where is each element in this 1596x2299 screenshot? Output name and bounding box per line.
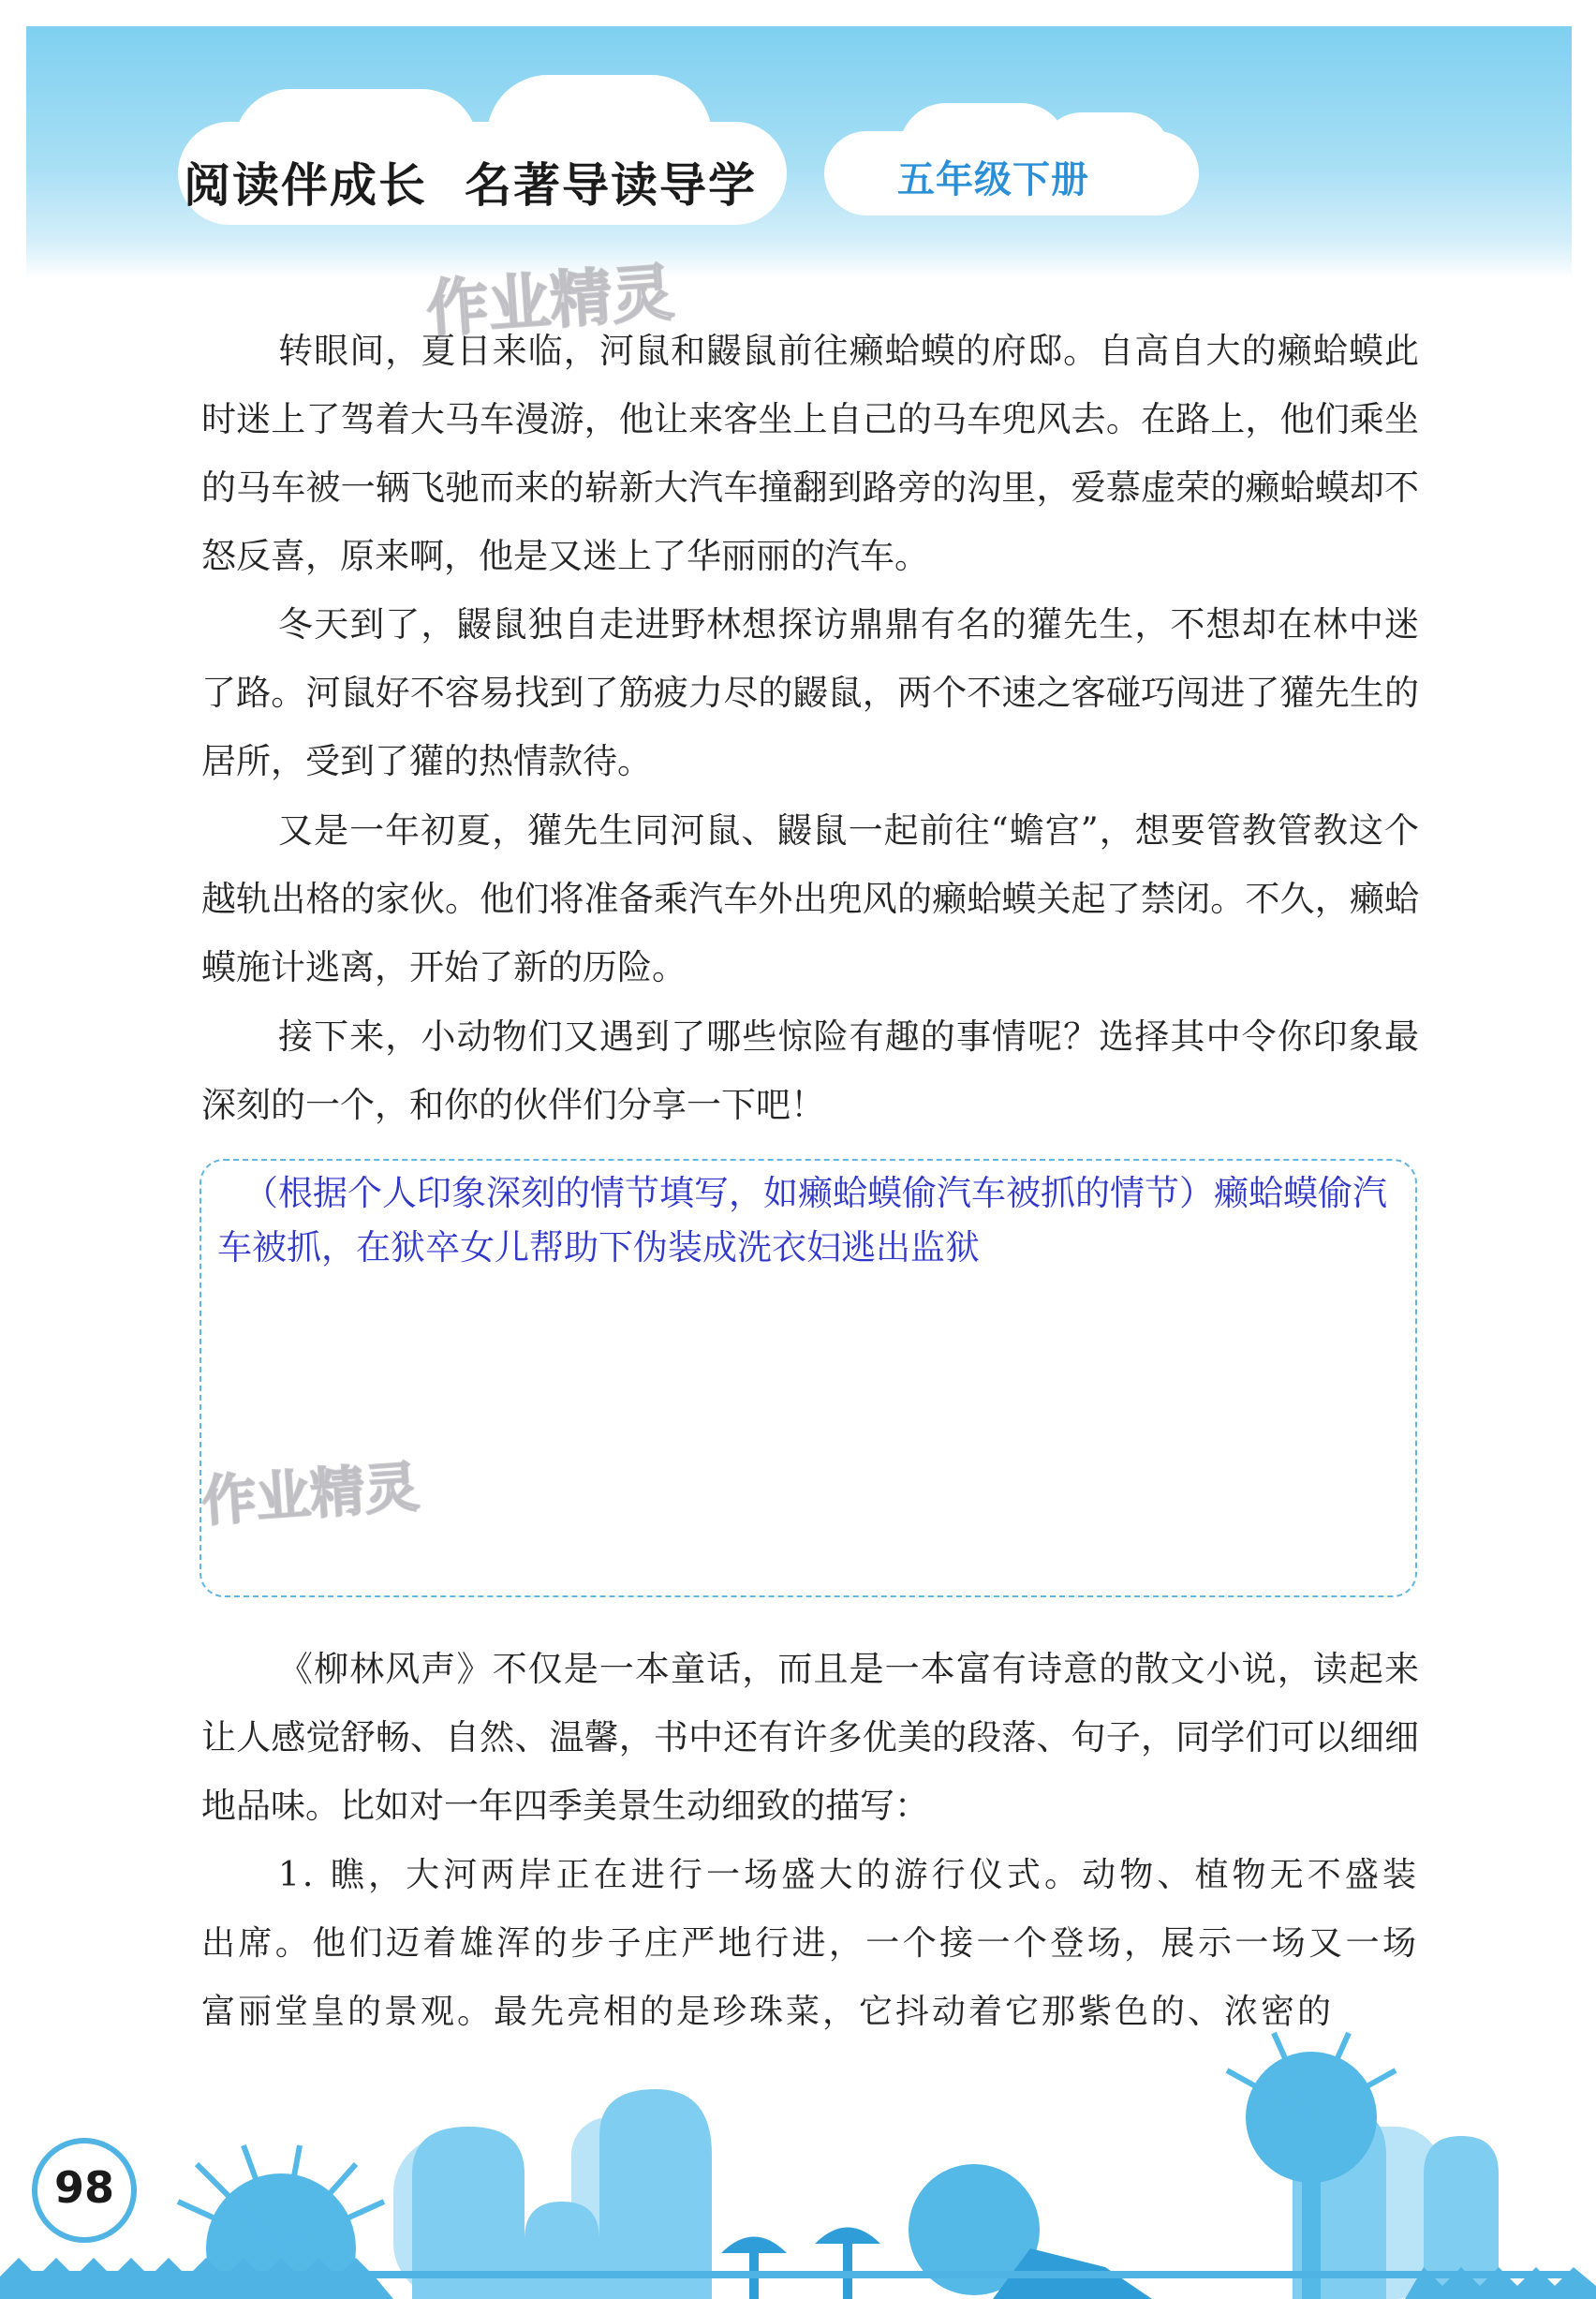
series-title-part-a: 阅读伴成长 [184, 158, 427, 213]
footer-umbrella [721, 2237, 787, 2254]
series-title-part-b: 名著导读导学 [465, 158, 757, 213]
paragraph-summer: 转眼间，夏日来临，河鼠和鼹鼠前往癞蛤蟆的府邸。自高自大的癞蛤蟆此时迷上了驾着大马车漫游，他让来客坐上自己的马车兜风去。在路上，他们乘坐的马车被一辆飞驰而来的崭新大汽车撞翻到路旁的沟里，爱慕虚荣的癞蛤蟆却不怒反喜，原来啊，他是又迷上了华丽丽的汽车。 [201, 331, 1419, 576]
footer-scenery [0, 2014, 1596, 2299]
paragraph-book-intro: 《柳林风声》不仅是一本童话，而且是一本富有诗意的散文小说，读起来让人感觉舒畅、自然、温馨，书中还有许多优美的段落、句子，同学们可以细细地品味。比如对一年四季美景生动细致的描写： [201, 1649, 1419, 1826]
paragraph-question: 接下来，小动物们又遇到了哪些惊险有趣的事情呢？选择其中令你印象最深刻的一个，和你的伙伴们分享一下吧！ [201, 1016, 1419, 1125]
grade-label: 五年级下册 [897, 158, 1089, 201]
watermark-logo: 作业精灵 [200, 1454, 421, 1534]
footer-umbrella [815, 2228, 880, 2245]
page-number: 98 [53, 2162, 114, 2213]
footer-umbrella-pole [843, 2239, 852, 2299]
footer-baseline [26, 2271, 1572, 2278]
paragraph-early-summer: 又是一年初夏，獾先生同河鼠、鼹鼠一起前往“蟾宫”，想要管教管教这个越轨出格的家伙。他们将准备乘汽车外出兜风的癞蛤蟆关起了禁闭。不久，癞蛤蟆施计逃离，开始了新的历险。 [201, 810, 1419, 987]
answer-text: （根据个人印象深刻的情节填写，如癞蛤蟆偷汽车被抓的情节）癞蛤蟆偷汽车被抓，在狱卒女儿帮助下伪装成洗衣妇逃出监狱 [217, 1173, 1387, 1268]
footer-building [412, 2089, 712, 2299]
paragraph-excerpt-1: 1. 瞧，大河两岸正在进行一场盛大的游行仪式。动物、植物无不盛装出席。他们迈着雄浑的步子庄严地行进，一个接一个登场，展示一场又一场富丽堂皇的景观。最先亮相的是珍珠菜，它抖动着它那紫色的、浓密的 [201, 1856, 1419, 2031]
series-title [184, 148, 757, 215]
paragraph-winter: 冬天到了，鼹鼠独自走进野林想探访鼎鼎有名的獾先生，不想却在林中迷了路。河鼠好不容易找到了筋疲力尽的鼹鼠，两个不速之客碰巧闯进了獾先生的居所，受到了獾的热情款待。 [201, 604, 1419, 781]
watermark-logo: 作业精灵 [424, 256, 676, 347]
